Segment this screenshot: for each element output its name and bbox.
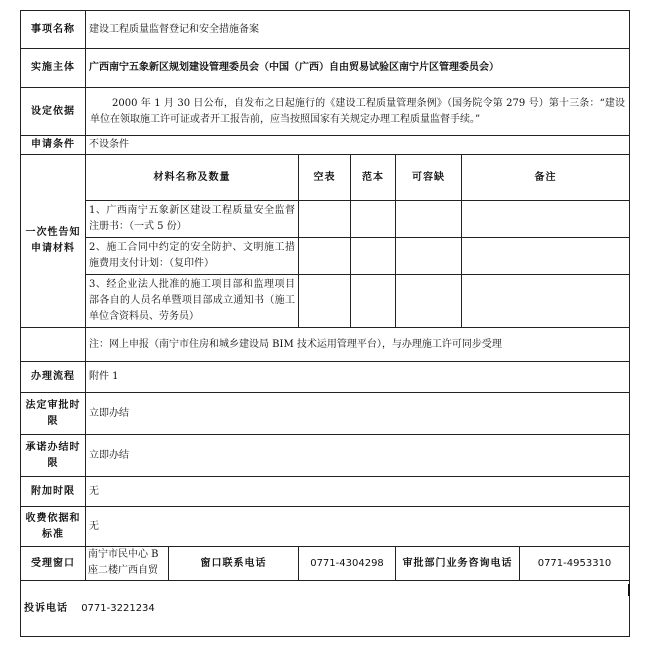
material-3-optional-cell	[396, 275, 462, 328]
material-item-3: 3、经企业法人批准的施工项目部和监理项目部各自的人员名单暨项目部成立通知书（施工单位含资料员、劳务员）	[86, 275, 299, 328]
row-conditions	[21, 136, 630, 155]
table-edge-mark	[628, 584, 630, 596]
material-1-optional-cell	[396, 201, 462, 238]
row-implementer	[21, 49, 630, 88]
materials-footnote: 注：网上申报（南宁市住房和城乡建设局 BIM 技术运用管理平台），与办理施工许可同步受理	[86, 328, 630, 362]
header-note: 备注	[462, 155, 630, 201]
material-3-blank-cell	[299, 275, 351, 328]
label-materials: 一次性告知申请材料	[21, 155, 86, 328]
label-basis: 设定依据	[21, 88, 86, 136]
material-item-2: 2、施工合同中约定的安全防护、文明施工措施费用支付计划：（复印件）	[86, 238, 299, 275]
guide-grid	[20, 10, 630, 637]
material-row	[21, 238, 630, 275]
value-basis: 2000 年 1 月 30 日公布，自发布之日起施行的《建设工程质量管理条例》（国务院令第 279 号）第十三条：“建设单位在领取施工许可证或者开工报告前，应当按照国家有关规定办理工程质量监督手续。”	[86, 88, 630, 136]
row-process	[21, 362, 630, 393]
label-promised-limit: 承诺办结时限	[21, 435, 86, 477]
label-dept-phone: 审批部门业务咨询电话	[396, 547, 520, 581]
label-complaint: 投诉电话	[24, 602, 68, 614]
footnote-spacer-cell	[21, 328, 86, 362]
row-window	[21, 547, 630, 581]
row-promised-limit	[21, 435, 630, 477]
value-item-name: 建设工程质量监督登记和安全措施备案	[86, 11, 630, 49]
value-promised-limit: 立即办结	[86, 435, 630, 477]
label-implementer: 实施主体	[21, 49, 86, 88]
label-process: 办理流程	[21, 362, 86, 393]
row-fee	[21, 507, 630, 547]
header-blank-form: 空表	[299, 155, 351, 201]
row-extra-limit	[21, 477, 630, 507]
header-optional: 可容缺	[396, 155, 462, 201]
row-item-name	[21, 11, 630, 49]
header-sample: 范本	[351, 155, 396, 201]
value-extra-limit: 无	[86, 477, 630, 507]
row-materials-header	[21, 155, 630, 201]
material-row	[21, 275, 630, 328]
value-implementer: 广西南宁五象新区规划建设管理委员会（中国（广西）自由贸易试验区南宁片区管理委员会）	[86, 49, 630, 88]
material-1-note-cell	[462, 201, 630, 238]
row-legal-limit	[21, 393, 630, 435]
material-1-blank-cell	[299, 201, 351, 238]
value-conditions: 不设条件	[86, 136, 630, 155]
row-basis	[21, 88, 630, 136]
value-legal-limit: 立即办结	[86, 393, 630, 435]
value-window: 南宁市民中心 B 座二楼广西自贸	[86, 547, 169, 581]
header-material-name: 材料名称及数量	[86, 155, 299, 201]
label-extra-limit: 附加时限	[21, 477, 86, 507]
complaint-cell	[21, 581, 630, 637]
value-complaint: 0771-3221234	[81, 602, 155, 614]
service-guide-table	[20, 10, 629, 635]
value-fee: 无	[86, 507, 630, 547]
material-3-note-cell	[462, 275, 630, 328]
label-legal-limit: 法定审批时限	[21, 393, 86, 435]
label-conditions: 申请条件	[21, 136, 86, 155]
material-3-sample-cell	[351, 275, 396, 328]
value-process: 附件 1	[86, 362, 630, 393]
label-fee: 收费依据和标准	[21, 507, 86, 547]
material-2-note-cell	[462, 238, 630, 275]
material-row	[21, 201, 630, 238]
label-item-name: 事项名称	[21, 11, 86, 49]
material-2-optional-cell	[396, 238, 462, 275]
row-complaint	[21, 581, 630, 637]
material-2-sample-cell	[351, 238, 396, 275]
row-materials-footnote	[21, 328, 630, 362]
value-window-phone: 0771-4304298	[299, 547, 396, 581]
material-item-1: 1、广西南宁五象新区建设工程质量安全监督注册书：（一式 5 份）	[86, 201, 299, 238]
label-window-phone: 窗口联系电话	[169, 547, 299, 581]
material-2-blank-cell	[299, 238, 351, 275]
value-dept-phone: 0771-4953310	[520, 547, 630, 581]
label-window: 受理窗口	[21, 547, 86, 581]
material-1-sample-cell	[351, 201, 396, 238]
